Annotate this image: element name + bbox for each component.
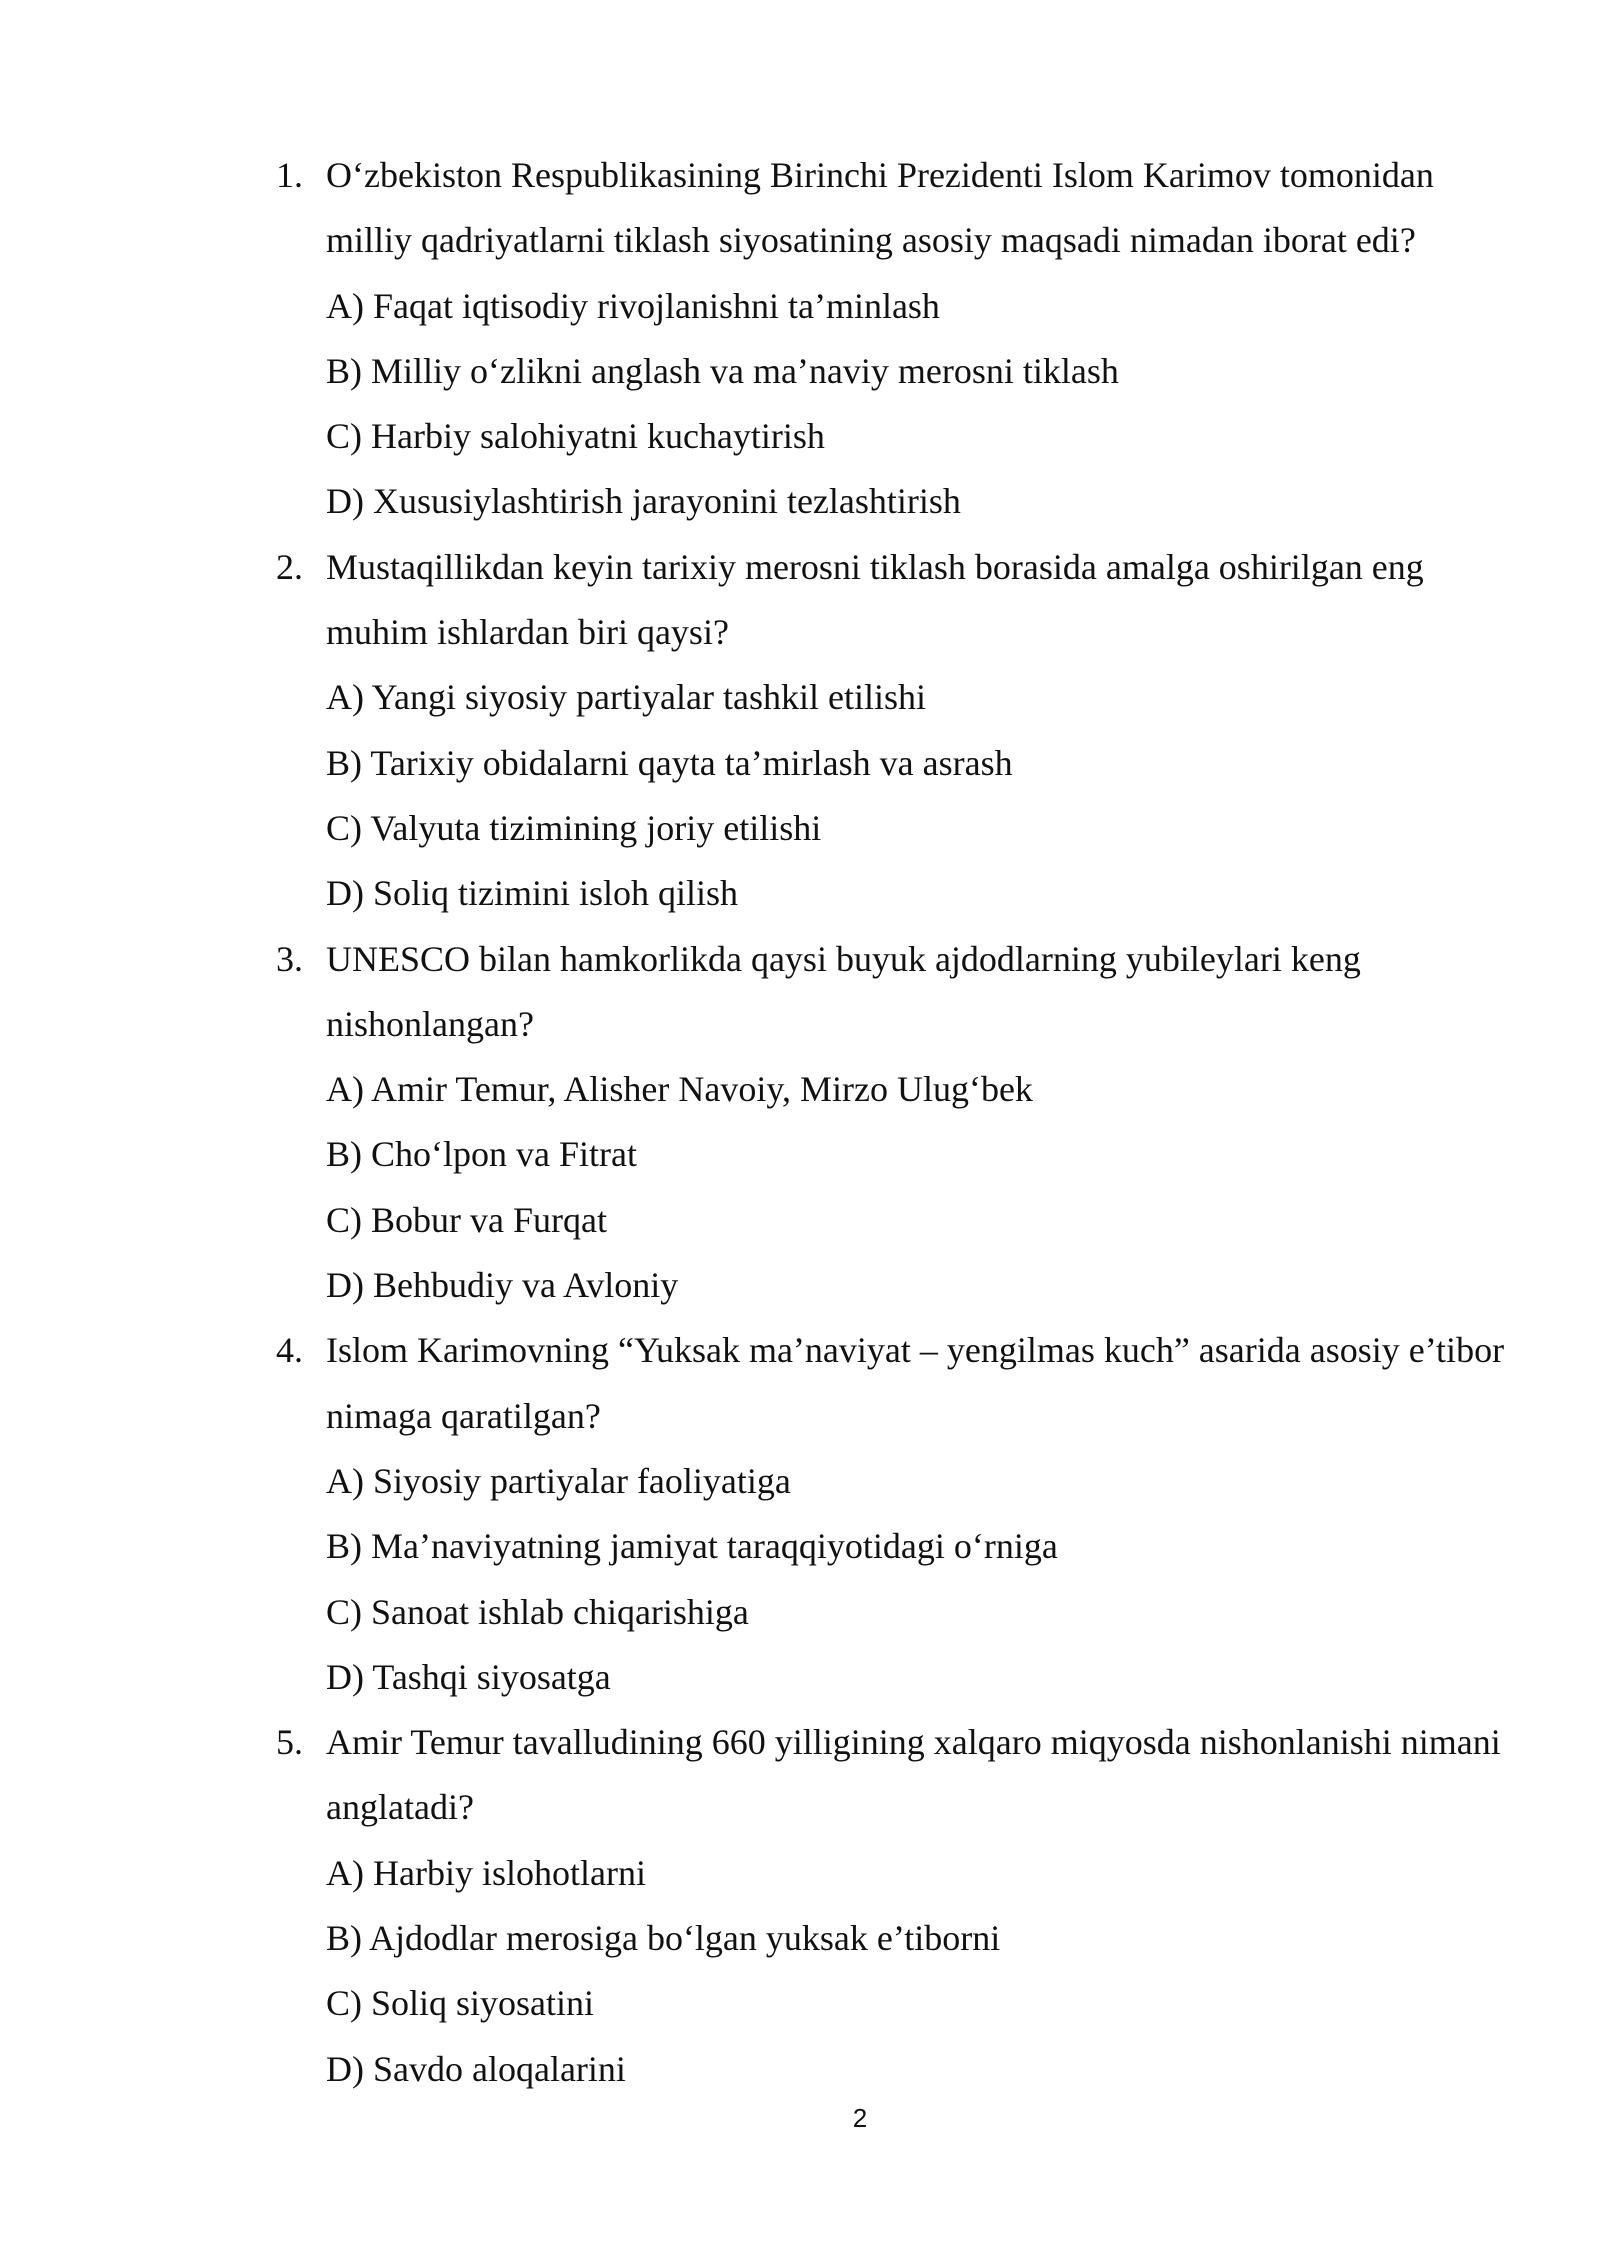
option-c: C) Bobur va Furqat bbox=[326, 1199, 607, 1240]
page-number: 2 bbox=[852, 2103, 868, 2133]
question-number: 5. bbox=[276, 1722, 303, 1763]
option-b: B) Milliy o‘zlikni anglash va ma’naviy merosni tiklash bbox=[326, 350, 1119, 391]
question-text: Islom Karimovning “Yuksak ma’naviyat – yengilmas kuch” asarida asosiy e’tibor nimaga qaratilgan? bbox=[326, 1330, 1505, 1436]
question-number: 3. bbox=[276, 938, 303, 979]
option-b: B) Tarixiy obidalarni qayta ta’mirlash va asrash bbox=[326, 742, 1013, 783]
question-text: Mustaqillikdan keyin tarixiy merosni tiklash borasida amalga oshirilgan eng muhim ishlardan biri qaysi? bbox=[326, 546, 1424, 653]
question-number: 2. bbox=[276, 546, 303, 587]
option-c: C) Harbiy salohiyatni kuchaytirish bbox=[326, 416, 825, 457]
question-5 bbox=[270, 1710, 1510, 2102]
option-c: C) Sanoat ishlab chiqarishiga bbox=[326, 1591, 749, 1632]
question-number: 1. bbox=[276, 155, 303, 195]
question-4 bbox=[270, 1318, 1510, 1710]
option-a: A) Siyosiy partiyalar faoliyatiga bbox=[326, 1460, 791, 1501]
question-number: 4. bbox=[276, 1330, 303, 1371]
question-2 bbox=[270, 535, 1510, 927]
option-a: A) Faqat iqtisodiy rivojlanishni ta’minlash bbox=[326, 285, 940, 326]
question-list bbox=[270, 143, 1510, 2102]
option-a: A) Yangi siyosiy partiyalar tashkil etilishi bbox=[326, 677, 926, 718]
option-b: B) Cho‘lpon va Fitrat bbox=[326, 1134, 637, 1175]
option-d: D) Savdo aloqalarini bbox=[326, 2048, 626, 2089]
option-d: D) Xususiylashtirish jarayonini tezlashtirish bbox=[326, 481, 961, 522]
option-d: D) Soliq tizimini isloh qilish bbox=[326, 873, 739, 914]
option-d: D) Behbudiy va Avloniy bbox=[326, 1265, 679, 1306]
option-a: A) Amir Temur, Alisher Navoiy, Mirzo Ulug‘bek bbox=[326, 1069, 1033, 1110]
option-b: B) Ajdodlar merosiga bo‘lgan yuksak e’tiborni bbox=[326, 1918, 1001, 1959]
question-1 bbox=[270, 143, 1510, 535]
question-3 bbox=[270, 927, 1510, 1319]
option-c: C) Soliq siyosatini bbox=[326, 1983, 595, 2024]
option-d: D) Tashqi siyosatga bbox=[326, 1656, 611, 1697]
question-text: O‘zbekiston Respublikasining Birinchi Prezidenti Islom Karimov tomonidan milliy qadriyatlarni tiklash siyosatining asosiy maqsadi nimadan iborat edi? bbox=[326, 155, 1434, 261]
option-c: C) Valyuta tizimining joriy etilishi bbox=[326, 807, 822, 848]
option-a: A) Harbiy islohotlarni bbox=[326, 1852, 646, 1893]
question-text: UNESCO bilan hamkorlikda qaysi buyuk ajdodlarning yubileylari keng nishonlangan? bbox=[326, 938, 1361, 1044]
question-text: Amir Temur tavalludining 660 yilligining xalqaro miqyosda nishonlanishi nimani anglatadi? bbox=[326, 1722, 1501, 1828]
option-b: B) Ma’naviyatning jamiyat taraqqiyotidagi o‘rniga bbox=[326, 1526, 1058, 1567]
